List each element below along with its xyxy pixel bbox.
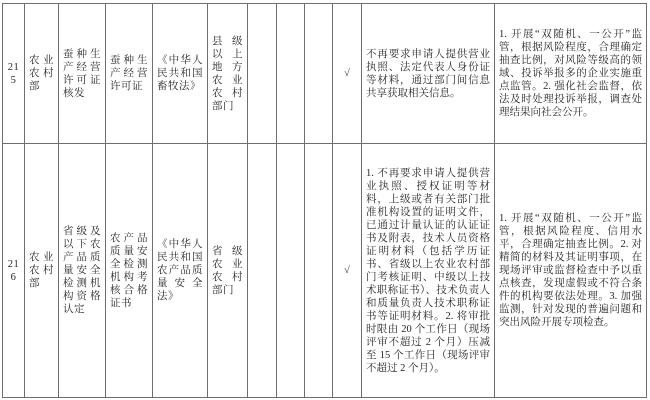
supervision-measures-cell: 1. 开展“双随机、一公开”监管，根据风险程度，合理确定抽查比例，对风险等级高的领域、投诉举报多的企业实施重点监管。2. 强化社会监督，依法及时处理投诉举报，调查处理结果向社会公开。 (495, 4, 647, 144)
item-name-cell: 蚕种生产经营许可证核发 (59, 4, 106, 144)
approval-items-table (2, 3, 647, 398)
supervision-measures-cell: 1. 开展“双随机、一公开”监管，根据风险程度、信用水平，合理确定抽查比例。2. 对精简的材料及其证明事项，在现场评审或监督检查中予以重点核查，发现虚假或不符合条件的机构要依法处理。3. 加强监测，针对发现的普遍问题和突出风险开展专项检查。 (495, 144, 647, 398)
checkmark-cell: √ (333, 144, 362, 398)
license-name-cell: 蚕种生产经营许可证 (106, 4, 153, 144)
reform-measures-cell: 不再要求申请人提供营业执照、法定代表人身份证等材料，通过部门间信息共享获取相关信息。 (362, 4, 495, 144)
item-name-cell: 省级及以下农产品质量安全检测机构资格认定 (59, 144, 106, 398)
table-row (3, 144, 647, 398)
department-cell: 农业农村部 (25, 144, 59, 398)
checkmark-cell: √ (333, 4, 362, 144)
flag-cell-3 (305, 144, 333, 398)
license-name-cell: 农产品质量安全检测机构考核合格证书 (106, 144, 153, 398)
row-id-cell: 215 (3, 4, 25, 144)
table-row (3, 4, 647, 144)
flag-cell-1 (248, 144, 277, 398)
flag-cell-1 (248, 4, 277, 144)
flag-cell-3 (305, 4, 333, 144)
flag-cell-2 (277, 4, 305, 144)
reform-measures-cell: 1. 不再要求申请人提供营业执照、授权证明等材料，上级或者有关部门批准机构设置的证明文件，已通过计量认证的认证证书及附表，技术人员资格证明材料（包括学历证书、省级以上农业农村部门考核证明、中级以上技术职称证书）、技术负责人和质量负责人技术职称证书等证明材料。2. 将审批时限由 20 个工作日（现场评审不超过 2 个月）压减至 15 个工作日（现场评审不超过 2 个月）。 (362, 144, 495, 398)
authority-cell: 县级以上地方农业农村部门 (208, 4, 248, 144)
authority-cell: 省级农业农村部门 (208, 144, 248, 398)
row-id-cell: 216 (3, 144, 25, 398)
legal-basis-cell: 《中华人民共和国农产品质量安全法》 (153, 144, 208, 398)
department-cell: 农业农村部 (25, 4, 59, 144)
flag-cell-2 (277, 144, 305, 398)
legal-basis-cell: 《中华人民共和国畜牧法》 (153, 4, 208, 144)
